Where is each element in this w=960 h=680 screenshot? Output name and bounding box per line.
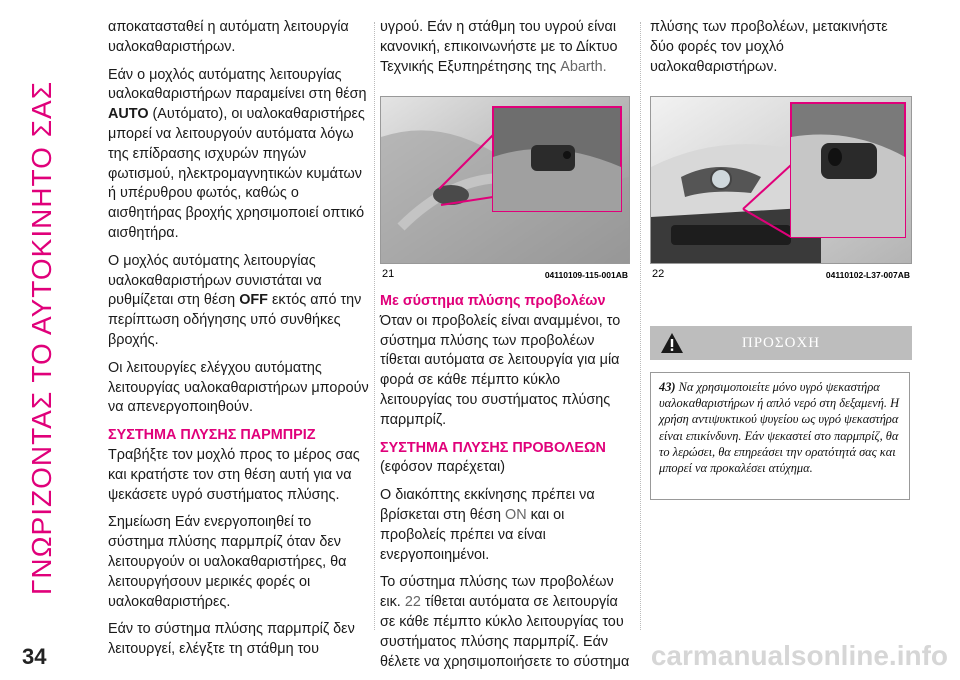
paragraph: υγρού. Εάν η στάθμη του υγρού είναι κανονική, επικοινωνήστε με το Δίκτυο Τεχνικής Εξυπηρέτησης της Abarth. — [380, 19, 618, 75]
section-heading-note: (εφόσον παρέχεται) — [380, 459, 506, 476]
paragraph: Εάν το σύστημα πλύσης παρμπρίζ δεν λειτουργεί, ελέγξτε τη στάθμη του — [108, 621, 355, 658]
figure-22 — [650, 96, 910, 286]
figure-number: 21 — [382, 268, 395, 280]
on-label: ON — [505, 506, 527, 523]
paragraph: αποκατασταθεί η αυτόματη λειτουργία υαλοκαθαριστήρων. — [108, 19, 349, 55]
paragraph: πλύσης των προβολέων, μετακινήστε δύο φορές τον μοχλό υαλοκαθαριστήρων. — [650, 19, 888, 75]
text-column-1 — [108, 18, 370, 668]
section-side-title — [22, 18, 62, 658]
figure-code: 04110109-115-001AB — [544, 270, 628, 280]
text-column-3 — [650, 18, 912, 85]
paragraph: Όταν οι προβολείς είναι αναμμένοι, το σύστημα πλύσης των προβολέων τίθεται αυτόματα σε λειτουργία για μία φορά σε κάθε πέμπτο κύκλο λειτουργίας του συστήματος πλύσης παρμπρίζ. — [380, 312, 621, 428]
warning-title: ΠΡΟΣΟΧΗ — [741, 335, 821, 351]
column-divider — [640, 22, 641, 630]
figure-22-image — [650, 96, 912, 264]
warning-header — [650, 326, 912, 360]
warning-number: 43) — [659, 380, 676, 394]
warning-text: Να χρησιμοποιείτε μόνο υγρό ψεκαστήρα υαλοκαθαριστήρων ή απλό νερό στη δεξαμενή. Η χρήση αντιψυκτικού ψυγείου ως υγρό ψεκαστήρα είναι επικίνδυνη. Εάν ψεκαστεί στο παρμπρίζ, θα το λερώσει, θα επηρεάσει την ορατότητά σας και μπορεί να προκαλέσει ατύχημα. — [659, 380, 900, 476]
paragraph: Εάν ο μοχλός αυτόματης λειτουργίας υαλοκαθαριστήρων παραμείνει στη θέση AUTO (Αυτόματο), οι υαλοκαθαριστήρες μπορεί να λειτουργούν αυτόματα λόγω της επίδρασης ισχυρών πηγών φωτισμού, ηλεκτρομαγνητικών κυμάτων ή υπέρυθρου φωτός, καθώς ο αισθητήρας βροχής χρησιμοποιεί οπτικό αισθητήρα. — [108, 66, 367, 241]
text-column-2-continued — [380, 292, 630, 680]
section-heading: ΣΥΣΤΗΜΑ ΠΛΥΣΗΣ ΠΑΡΜΠΡΙΖ — [108, 427, 316, 444]
section-heading: ΣΥΣΤΗΜΑ ΠΛΥΣΗΣ ΠΡΟΒΟΛΕΩΝ — [380, 439, 606, 456]
brand-name: Abarth. — [560, 58, 607, 75]
warning-box — [650, 372, 910, 500]
figure-21 — [380, 96, 628, 286]
note-paragraph: Σημείωση Εάν ενεργοποιηθεί το σύστημα πλύσης παρμπρίζ όταν δεν λειτουργούν οι υαλοκαθαριστήρες, θα λειτουργήσουν μερικές φορές οι υαλοκαθαριστήρες. — [108, 514, 347, 610]
paragraph: Το σύστημα πλύσης των προβολέων εικ. 22 τίθεται αυτόματα σε λειτουργία σε κάθε πέμπτο κύκλο λειτουργίας του συστήματος πλύσης παρμπρίζ. Εάν θέλετε να χρησιμοποιήσετε το σύστημα — [380, 574, 630, 670]
watermark: carmanualsonline.info — [650, 640, 948, 671]
auto-label: AUTO — [108, 106, 149, 123]
figure-21-image — [380, 96, 630, 264]
section-subheading: Με σύστημα πλύσης προβολέων — [380, 293, 606, 309]
figure-reference: 22 — [404, 594, 421, 611]
windshield-nozzle-illustration — [381, 97, 629, 263]
page-number: 34 — [22, 644, 47, 669]
text-column-2 — [380, 18, 630, 85]
figure-code: 04110102-L37-007AB — [825, 270, 910, 280]
paragraph: Ο μοχλός αυτόματης λειτουργίας υαλοκαθαριστήρων συνιστάται να ρυθμίζεται στη θέση OFF εκτός από την περίπτωση οδήγησης υπό συνθήκες βροχής. — [108, 252, 362, 348]
headlamp-washer-illustration — [651, 97, 911, 263]
figure-number: 22 — [652, 268, 665, 280]
column-divider — [374, 22, 375, 630]
paragraph: Τραβήξτε τον μοχλό προς το μέρος σας και κρατήστε τον στη θέση αυτή για να ψεκάσετε υγρό συστήματος πλύσης. — [108, 446, 360, 503]
off-label: OFF — [239, 292, 268, 309]
section-side-title-text: ΓΝΩΡΙΖΟΝΤΑΣ ΤΟ ΑΥΤΟΚΙΝΗΤΟ ΣΑΣ — [26, 80, 57, 596]
paragraph: Ο διακόπτης εκκίνησης πρέπει να βρίσκεται στη θέση ON και οι προβολείς πρέπει να είναι ενεργοποιημένοι. — [380, 487, 595, 563]
paragraph: Οι λειτουργίες ελέγχου αυτόματης λειτουργίας υαλοκαθαριστήρων μπορούν να απενεργοποιηθούν. — [108, 359, 369, 416]
